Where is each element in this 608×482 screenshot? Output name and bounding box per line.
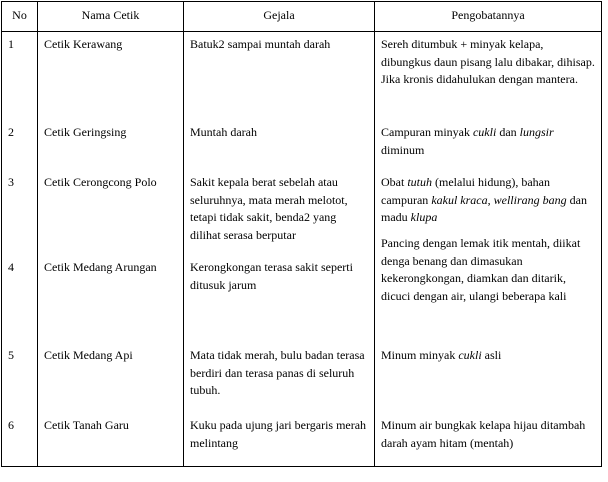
header-row (2, 2, 602, 32)
cell-gejala: Kuku pada ujung jari bergaris merah melintang (184, 413, 375, 467)
pengobatan-text (381, 418, 585, 450)
cell-gejala: Kerongkongan terasa sakit seperti ditusuk jarum (184, 255, 375, 343)
cell-no: 2 (2, 120, 38, 170)
cell-nama-cetik: Cetik Geringsing (38, 120, 184, 170)
italic-term: wellirang bang (493, 192, 567, 207)
cell-gejala: Muntah darah (184, 120, 375, 170)
text-segment: Pancing dengan lemak itik mentah, diikat denga benang dan dimasukan kekerongkongan, diamkan dan ditarik, dicuci dengan air, ulangi beberapa kali (381, 236, 581, 303)
italic-term: tutuh (407, 175, 432, 189)
cell-pengobatan (375, 413, 602, 467)
cell-no: 6 (2, 413, 38, 467)
cell-no: 1 (2, 32, 38, 121)
table-row (2, 343, 602, 413)
italic-term: klupa (410, 210, 438, 224)
header-nama-cetik: Nama Cetik (38, 2, 184, 32)
italic-term: kakul kraca (431, 192, 488, 207)
pengobatan-text (381, 37, 595, 86)
text-segment: , (487, 192, 494, 207)
cell-no: 3 (2, 170, 38, 255)
cell-nama-cetik: Cetik Kerawang (38, 32, 184, 121)
text-segment: Minum air bungkak kelapa hijau ditambah darah ayam hitam (mentah) (381, 418, 586, 450)
cell-pengobatan (375, 236, 602, 343)
cetik-table (1, 1, 602, 467)
table-row (2, 413, 602, 467)
cell-no: 4 (2, 255, 38, 343)
text-segment: Campuran minyak (381, 125, 473, 139)
table-header (2, 2, 602, 32)
italic-term: cukli (458, 348, 482, 362)
cell-nama-cetik: Cetik Tanah Garu (38, 413, 184, 467)
cell-gejala: Sakit kepala berat sebelah atau seluruhnya, mata merah melotot, tetapi tidak sakit, benda2 yang dilihat serasa berputar (184, 170, 375, 255)
table-body (2, 32, 602, 467)
text-segment: Minum minyak (381, 348, 459, 362)
pengobatan-text (381, 348, 501, 362)
pengobatan-text (381, 236, 580, 303)
header-pengobatannya: Pengobatannya (375, 2, 602, 32)
pengobatan-text (381, 125, 554, 157)
header-no: No (2, 2, 38, 32)
italic-term: lungsir (519, 125, 554, 139)
cell-pengobatan (375, 32, 602, 121)
text-segment: (melalui hidung), bahan campuran (381, 175, 550, 207)
text-segment: Sereh ditumbuk + minyak kelapa, dibungkus daun pisang lalu dibakar, dihisap. Jika kronis didahulukan dengan mantera. (381, 37, 595, 86)
text-segment: asli (481, 348, 502, 362)
cell-gejala: Batuk2 sampai muntah darah (184, 32, 375, 121)
cell-no: 5 (2, 343, 38, 413)
cell-pengobatan (375, 120, 602, 170)
cell-gejala: Mata tidak merah, bulu badan terasa berdiri dan terasa panas di seluruh tubuh. (184, 343, 375, 413)
text-segment: Obat (381, 175, 408, 189)
table-row (2, 120, 602, 170)
cell-nama-cetik: Cetik Medang Api (38, 343, 184, 413)
cell-nama-cetik: Cetik Medang Arungan (38, 255, 184, 343)
table-row (2, 255, 602, 343)
text-segment: dan (496, 125, 520, 139)
table-row (2, 32, 602, 121)
cell-pengobatan (375, 343, 602, 413)
header-gejala: Gejala (184, 2, 375, 32)
cell-nama-cetik: Cetik Cerongcong Polo (38, 170, 184, 255)
pengobatan-text (381, 175, 587, 224)
text-segment: dan madu (381, 192, 587, 224)
text-segment: diminum (381, 142, 425, 157)
italic-term: cukli (472, 125, 497, 139)
